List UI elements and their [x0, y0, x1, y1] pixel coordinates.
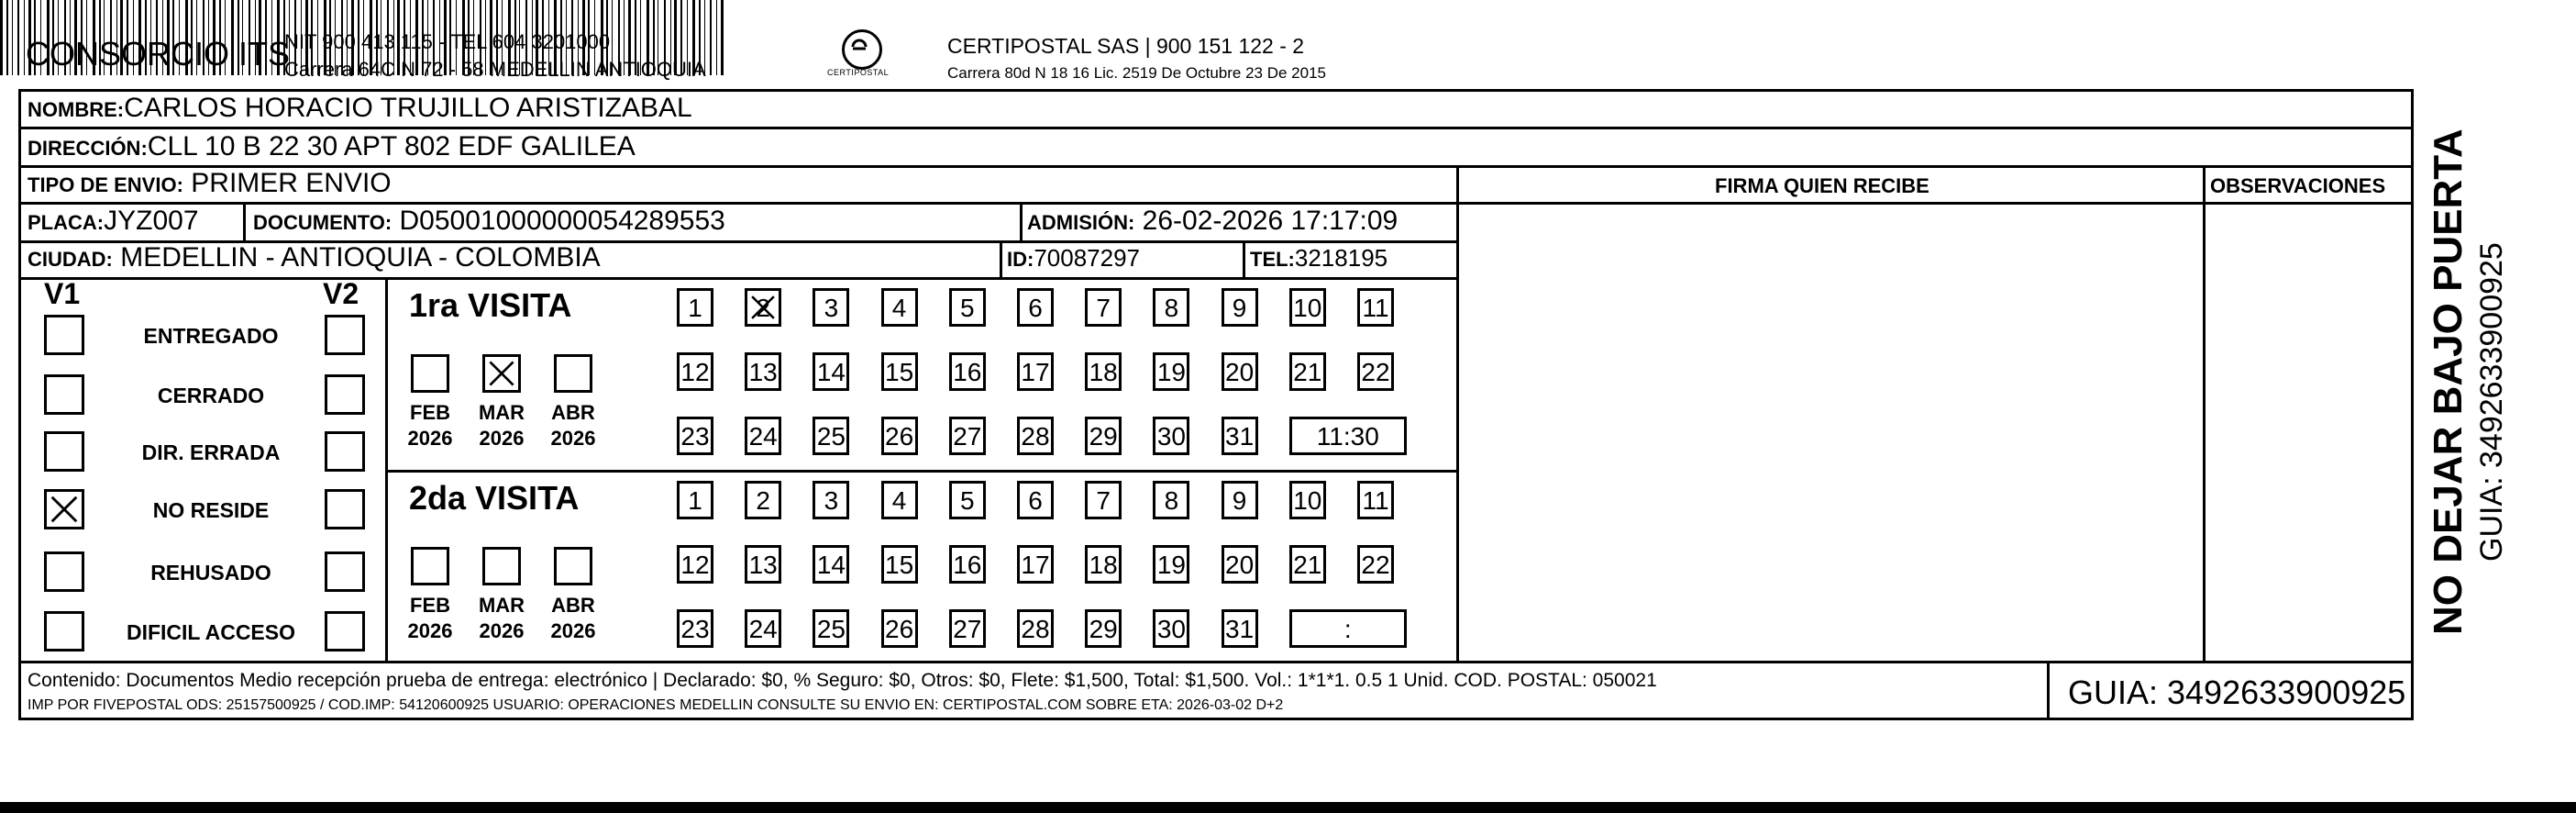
first-visit-day-box[interactable]: 8	[1153, 288, 1189, 327]
second-visit-day-box[interactable]: 13	[745, 545, 781, 584]
courier-logo-text: CERTIPOSTAL	[827, 68, 890, 77]
first-visit-day-box[interactable]: 3	[813, 288, 849, 327]
first-visit-day-box[interactable]: 11	[1357, 288, 1394, 327]
second-visit-day-box[interactable]: 7	[1085, 481, 1122, 519]
second-visit-day-box[interactable]: 22	[1357, 545, 1394, 584]
brand-name: CONSORCIO ITS	[26, 35, 291, 72]
document-row	[253, 206, 725, 237]
ciudad-label: CIUDAD:	[28, 248, 113, 271]
direccion-label: DIRECCIÓN:	[28, 137, 148, 160]
documento-label: DOCUMENTO:	[253, 211, 392, 234]
first-visit-day-box[interactable]: 26	[881, 417, 918, 455]
status-label: ENTREGADO	[143, 324, 279, 348]
v1-label: V1	[44, 277, 81, 310]
second-visit-month-label: FEB 2026	[407, 594, 453, 642]
first-visit-day-box[interactable]: 19	[1153, 352, 1189, 391]
second-visit-day-box[interactable]: 14	[813, 545, 849, 584]
v2-checkbox[interactable]	[325, 315, 365, 355]
status-label: DIFICIL ACCESO	[126, 620, 295, 644]
v2-checkbox[interactable]	[325, 431, 365, 472]
first-visit-day-box[interactable]: 13	[745, 352, 781, 391]
second-visit-time-box[interactable]: :	[1289, 609, 1407, 648]
second-visit-day-box[interactable]: 11	[1357, 481, 1394, 519]
plate-value: JYZ007	[104, 206, 199, 236]
first-visit-day-box[interactable]: 9	[1222, 288, 1258, 327]
placa-label: PLACA:	[28, 211, 105, 234]
second-visit-day-box[interactable]: 25	[813, 609, 849, 648]
first-visit-day-box[interactable]: 22	[1357, 352, 1394, 391]
v1-checkbox[interactable]	[44, 374, 84, 415]
first-visit-day-box[interactable]: 20	[1222, 352, 1258, 391]
side-guide-number: GUIA: 3492633900925	[2474, 242, 2509, 562]
document-value: D05001000000054289553	[399, 206, 725, 236]
first-visit-month-label: MAR 2026	[478, 401, 525, 450]
first-visit-day-box[interactable]: 31	[1222, 417, 1258, 455]
second-visit-day-box[interactable]: 12	[677, 545, 713, 584]
second-visit-day-box[interactable]: 27	[949, 609, 986, 648]
status-label: CERRADO	[157, 384, 265, 407]
nombre-label: NOMBRE:	[28, 98, 125, 121]
v2-label: V2	[323, 277, 359, 310]
first-visit-day-box[interactable]: 6	[1017, 288, 1054, 327]
second-visit-month-checkbox[interactable]	[482, 547, 521, 585]
v1-checkbox[interactable]	[44, 431, 84, 472]
first-visit-month-checkbox[interactable]	[482, 354, 521, 393]
first-visit-day-box[interactable]: 24	[745, 417, 781, 455]
second-visit-day-box[interactable]: 17	[1017, 545, 1054, 584]
print-details: IMP POR FIVEPOSTAL ODS: 25157500925 / COD.IMP: 54120600925 USUARIO: OPERACIONES MEDELLIN CONSULTE SU ENVIO EN: CERTIPOSTAL.COM SOBRE ETA: 2026-03-02 D+2	[28, 697, 1284, 713]
second-visit-day-box[interactable]: 8	[1153, 481, 1189, 519]
first-visit-day-box[interactable]: 25	[813, 417, 849, 455]
sender-nit: NIT 900 413 115 - TEL 604 3201000	[284, 30, 611, 53]
courier-nit: CERTIPOSTAL SAS | 900 151 122 - 2	[947, 34, 1305, 58]
second-visit-day-box[interactable]: 3	[813, 481, 849, 519]
recipient-name-row	[28, 93, 692, 124]
v2-checkbox[interactable]	[325, 611, 365, 652]
first-visit-day-box[interactable]: 28	[1017, 417, 1054, 455]
city-value: MEDELLIN - ANTIOQUIA - COLOMBIA	[120, 242, 601, 273]
first-visit-day-box[interactable]: 16	[949, 352, 986, 391]
side-notice: NO DEJAR BAJO PUERTA	[2426, 128, 2471, 635]
second-visit-title: 2da VISITA	[409, 479, 580, 517]
tel-row	[1250, 244, 1388, 273]
second-visit-day-box[interactable]: 24	[745, 609, 781, 648]
second-visit-day-box[interactable]: 23	[677, 609, 713, 648]
first-visit-month-checkbox[interactable]	[554, 354, 592, 393]
second-visit-day-box[interactable]: 2	[745, 481, 781, 519]
tel-label: TEL:	[1250, 248, 1295, 271]
admision-label: ADMISIÓN:	[1027, 211, 1135, 234]
second-visit-day-box[interactable]: 31	[1222, 609, 1258, 648]
second-visit-day-box[interactable]: 29	[1085, 609, 1122, 648]
second-visit-month-label: MAR 2026	[478, 594, 525, 642]
content-details: Contenido: Documentos Medio recepción prueba de entrega: electrónico | Declarado: $0, % Seguro: $0, Otros: $0, Flete: $1,500, Total: $1,500. Vol.: 1*1*1. 0.5 1 Unid. COD. POSTAL: 050021	[28, 670, 1657, 691]
first-visit-day-box[interactable]: 5	[949, 288, 986, 327]
courier-logo-icon	[842, 29, 882, 70]
second-visit-day-box[interactable]: 20	[1222, 545, 1258, 584]
shipping-type-row	[28, 168, 392, 199]
first-visit-day-box[interactable]: 14	[813, 352, 849, 391]
recipient-address-row	[28, 131, 636, 162]
first-visit-day-box[interactable]: 21	[1289, 352, 1326, 391]
guide-number: GUIA: 3492633900925	[2068, 674, 2406, 711]
signature-column-header: FIRMA QUIEN RECIBE	[1715, 174, 1929, 197]
first-visit-day-box[interactable]: 7	[1085, 288, 1122, 327]
status-label: DIR. ERRADA	[141, 440, 281, 464]
second-visit-day-box[interactable]: 21	[1289, 545, 1326, 584]
second-visit-day-box[interactable]: 4	[881, 481, 918, 519]
v1-checkbox[interactable]	[44, 611, 84, 652]
first-visit-month-label: ABR 2026	[550, 401, 596, 450]
second-visit-day-box[interactable]: 5	[949, 481, 986, 519]
v2-checkbox[interactable]	[325, 374, 365, 415]
first-visit-day-box[interactable]: 10	[1289, 288, 1326, 327]
first-visit-time-box[interactable]: 11:30	[1289, 417, 1407, 455]
id-row	[1007, 244, 1140, 273]
recipient-name: CARLOS HORACIO TRUJILLO ARISTIZABAL	[124, 93, 692, 123]
second-visit-month-label: ABR 2026	[550, 594, 596, 642]
first-visit-day-box[interactable]: 29	[1085, 417, 1122, 455]
plate-row	[28, 206, 199, 237]
second-visit-month-checkbox[interactable]	[411, 547, 449, 585]
courier-address: Carrera 80d N 18 16 Lic. 2519 De Octubre 23 De 2015	[947, 64, 1326, 82]
second-visit-day-box[interactable]: 1	[677, 481, 713, 519]
second-visit-day-box[interactable]: 9	[1222, 481, 1258, 519]
admission-row	[1027, 206, 1398, 237]
second-visit-day-box[interactable]: 18	[1085, 545, 1122, 584]
second-visit-day-box[interactable]: 10	[1289, 481, 1326, 519]
tel-value: 3218195	[1294, 244, 1388, 272]
second-visit-day-box[interactable]: 19	[1153, 545, 1189, 584]
id-label: ID:	[1007, 248, 1034, 271]
v1-checkbox[interactable]	[44, 489, 84, 529]
shipping-type: PRIMER ENVIO	[191, 168, 392, 198]
first-visit-day-box[interactable]: 2	[745, 288, 781, 327]
status-label: REHUSADO	[150, 561, 271, 585]
tipo-label: TIPO DE ENVIO:	[28, 173, 183, 196]
admission-value: 26-02-2026 17:17:09	[1142, 206, 1399, 236]
city-row	[28, 242, 601, 273]
second-visit-day-box[interactable]: 15	[881, 545, 918, 584]
second-visit-day-box[interactable]: 16	[949, 545, 986, 584]
v1-checkbox[interactable]	[44, 315, 84, 355]
first-visit-day-box[interactable]: 12	[677, 352, 713, 391]
recipient-address: CLL 10 B 22 30 APT 802 EDF GALILEA	[147, 131, 636, 161]
v1-checkbox[interactable]	[44, 551, 84, 592]
status-label: NO RESIDE	[152, 498, 270, 522]
bottom-bar	[0, 802, 2576, 813]
v2-checkbox[interactable]	[325, 489, 365, 529]
id-value: 70087297	[1034, 244, 1141, 272]
first-visit-month-label: FEB 2026	[407, 401, 453, 450]
first-visit-title: 1ra VISITA	[409, 286, 572, 324]
observations-column-header: OBSERVACIONES	[2210, 174, 2386, 197]
first-visit-day-box[interactable]: 23	[677, 417, 713, 455]
second-visit-day-box[interactable]: 6	[1017, 481, 1054, 519]
v2-checkbox[interactable]	[325, 551, 365, 592]
second-visit-day-box[interactable]: 26	[881, 609, 918, 648]
first-visit-day-box[interactable]: 1	[677, 288, 713, 327]
first-visit-day-box[interactable]: 18	[1085, 352, 1122, 391]
first-visit-month-checkbox[interactable]	[411, 354, 449, 393]
sender-address: Carrera 64C N 72 - 58 MEDELLIN ANTIOQUIA	[284, 58, 706, 81]
first-visit-day-box[interactable]: 17	[1017, 352, 1054, 391]
second-visit-day-box[interactable]: 30	[1153, 609, 1189, 648]
first-visit-day-box[interactable]: 4	[881, 288, 918, 327]
first-visit-day-box[interactable]: 27	[949, 417, 986, 455]
first-visit-day-box[interactable]: 15	[881, 352, 918, 391]
second-visit-month-checkbox[interactable]	[554, 547, 592, 585]
first-visit-day-box[interactable]: 30	[1153, 417, 1189, 455]
second-visit-day-box[interactable]: 28	[1017, 609, 1054, 648]
